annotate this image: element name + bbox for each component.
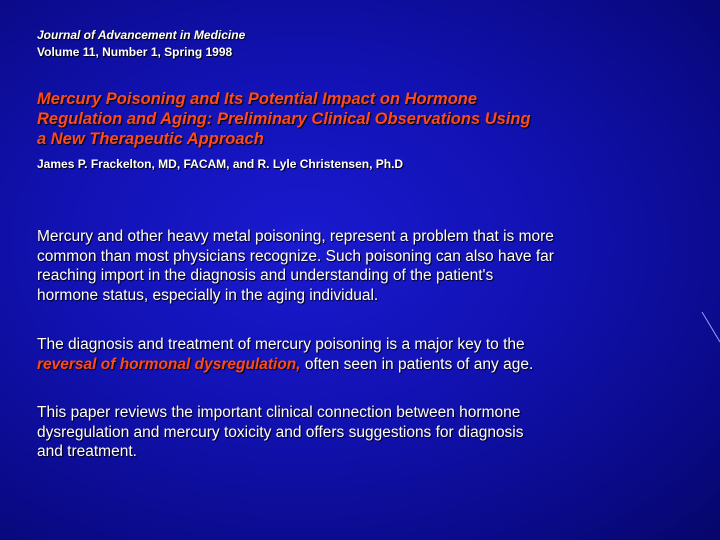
- paragraph-line: This paper reviews the important clinical connection between hormone: [37, 404, 521, 421]
- paragraph-line: reaching import in the diagnosis and understanding of the patient's: [37, 267, 494, 284]
- paper-authors: James P. Frackelton, MD, FACAM, and R. Lyle Christensen, Ph.D: [37, 157, 404, 171]
- abstract-paragraph-1: [37, 227, 697, 305]
- paragraph-line: hormone status, especially in the aging individual.: [37, 286, 379, 304]
- paragraph-line: [37, 355, 697, 375]
- paper-title-line: Mercury Poisoning and Its Potential Impact on Hormone: [37, 90, 478, 108]
- abstract-paragraph-3: [37, 403, 697, 462]
- paragraph-text: often seen in patients of any age.: [300, 355, 534, 373]
- paragraph-line: The diagnosis and treatment of mercury poisoning is a major key to the: [37, 336, 525, 353]
- paper-title-line: a New Therapeutic Approach: [37, 130, 264, 148]
- paper-title: [37, 89, 677, 149]
- decorative-line: [700, 310, 720, 344]
- journal-citation: [37, 27, 245, 61]
- paragraph-line: common than most physicians recognize. Such poisoning can also have far: [37, 247, 554, 265]
- journal-volume: Volume 11, Number 1, Spring 1998: [37, 45, 233, 59]
- paragraph-line: dysregulation and mercury toxicity and offers suggestions for diagnosis: [37, 423, 524, 441]
- paragraph-line: and treatment.: [37, 443, 137, 460]
- paragraph-line: Mercury and other heavy metal poisoning, represent a problem that is more: [37, 228, 554, 245]
- emphasis-text: reversal of hormonal dysregulation,: [37, 355, 301, 373]
- journal-name: Journal of Advancement in Medicine: [37, 28, 246, 42]
- paper-title-line: Regulation and Aging: Preliminary Clinical Observations Using: [37, 110, 531, 128]
- abstract-paragraph-2: [37, 335, 697, 374]
